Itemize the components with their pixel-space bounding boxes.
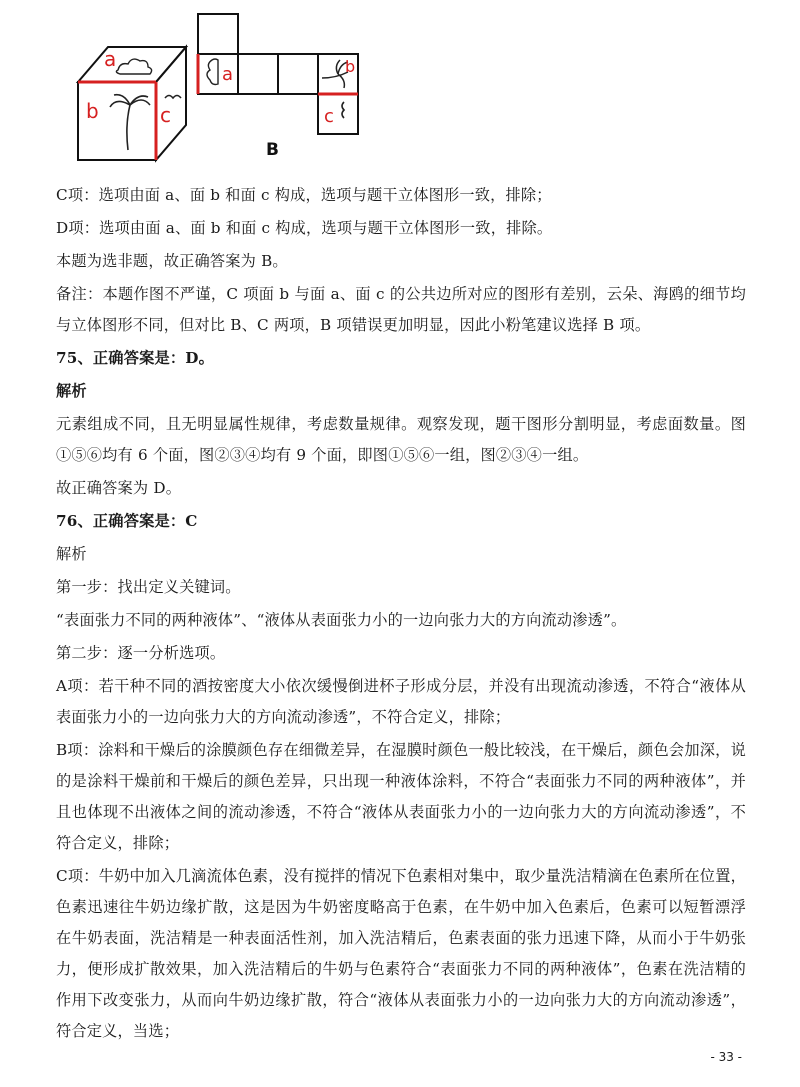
solution-text bbox=[56, 180, 746, 1049]
net-cloud-icon bbox=[207, 59, 218, 85]
paragraph: C项：牛奶中加入几滴流体色素，没有搅拌的情况下色素相对集中，取少量洗洁精滴在色素所在位置，色素迅速往牛奶边缘扩散，这是因为牛奶密度略高于色素，在牛奶中加入色素后，色素可以短暂漂浮在牛奶表面，洗洁精是一种表面活性剂，加入洗洁精后，色素表面的张力迅速下降，从而小于牛奶张力，便形成扩散效果，加入洗洁精后的牛奶与色素符合“表面张力不同的两种液体”，色素在洗洁精的作用下改变张力，从而向牛奶边缘扩散，符合“液体从表面张力小的一边向张力大的方向流动渗透”，符合定义，当选； bbox=[56, 867, 746, 1040]
paragraph: 故正确答案为 D。 bbox=[56, 479, 182, 497]
paragraph: B项：涂料和干燥后的涂膜颜色存在细微差异，在湿膜时颜色一般比较浅，在干燥后，颜色会加深，说的是涂料干燥前和干燥后的颜色差异，只出现一种液体涂料，不符合“表面张力不同的两种液体”，并且也体现不出液体之间的流动渗透，不符合“液体从表面张力小的一边向张力大的方向流动渗透”，不符合定义，排除； bbox=[56, 741, 746, 852]
page-number: - 33 - bbox=[710, 1050, 742, 1064]
cube-and-net-diagram bbox=[0, 0, 800, 175]
paragraph: C项：选项由面 a、面 b 和面 c 构成，选项与题干立体图形一致，排除； bbox=[56, 186, 552, 204]
cube-face-b-label: b bbox=[86, 99, 99, 123]
paragraph: 第一步：找出定义关键词。 bbox=[56, 578, 241, 596]
section-heading: 解析 bbox=[56, 382, 87, 400]
paragraph: 元素组成不同，且无明显属性规律，考虑数量规律。观察发现，题干图形分割明显，考虑面数量。图①⑤⑥均有 6 个面，图②③④均有 9 个面，即图①⑤⑥一组，图②③④一组。 bbox=[56, 415, 746, 464]
seagull-icon bbox=[165, 96, 181, 99]
net-face-c-label: c bbox=[324, 106, 334, 127]
section-heading: 75、正确答案是：D。 bbox=[56, 349, 215, 367]
palm-tree-icon bbox=[110, 95, 150, 150]
option-label: B bbox=[266, 140, 279, 160]
section-heading: 76、正确答案是：C bbox=[56, 512, 198, 530]
paragraph: A项：若干种不同的酒按密度大小依次缓慢倒进杯子形成分层，并没有出现流动渗透，不符合“液体从表面张力小的一边向张力大的方向流动渗透”，不符合定义，排除； bbox=[56, 677, 746, 726]
cube-figure bbox=[0, 0, 800, 175]
cube-face-c-label: c bbox=[160, 103, 171, 127]
paragraph: 第二步：逐一分析选项。 bbox=[56, 644, 226, 662]
paragraph: 解析 bbox=[56, 545, 87, 563]
paragraph: “表面张力不同的两种液体”、“液体从表面张力小的一边向张力大的方向流动渗透”。 bbox=[56, 611, 627, 629]
cube-face-a-label: a bbox=[104, 47, 117, 71]
paragraph: 备注：本题作图不严谨，C 项面 b 与面 a、面 c 的公共边所对应的图形有差别，云朵、海鸥的细节均与立体图形不同，但对比 B、C 两项，B 项错误更加明显，因此小粉笔建议选择 B 项。 bbox=[56, 285, 746, 334]
net-face-b-label: b bbox=[345, 57, 356, 76]
net-seagull-icon bbox=[342, 102, 344, 118]
net-face-a-label: a bbox=[222, 64, 234, 85]
paragraph: D项：选项由面 a、面 b 和面 c 构成，选项与题干立体图形一致，排除。 bbox=[56, 219, 553, 237]
paragraph: 本题为选非题，故正确答案为 B。 bbox=[56, 252, 288, 270]
cloud-icon bbox=[116, 59, 151, 74]
